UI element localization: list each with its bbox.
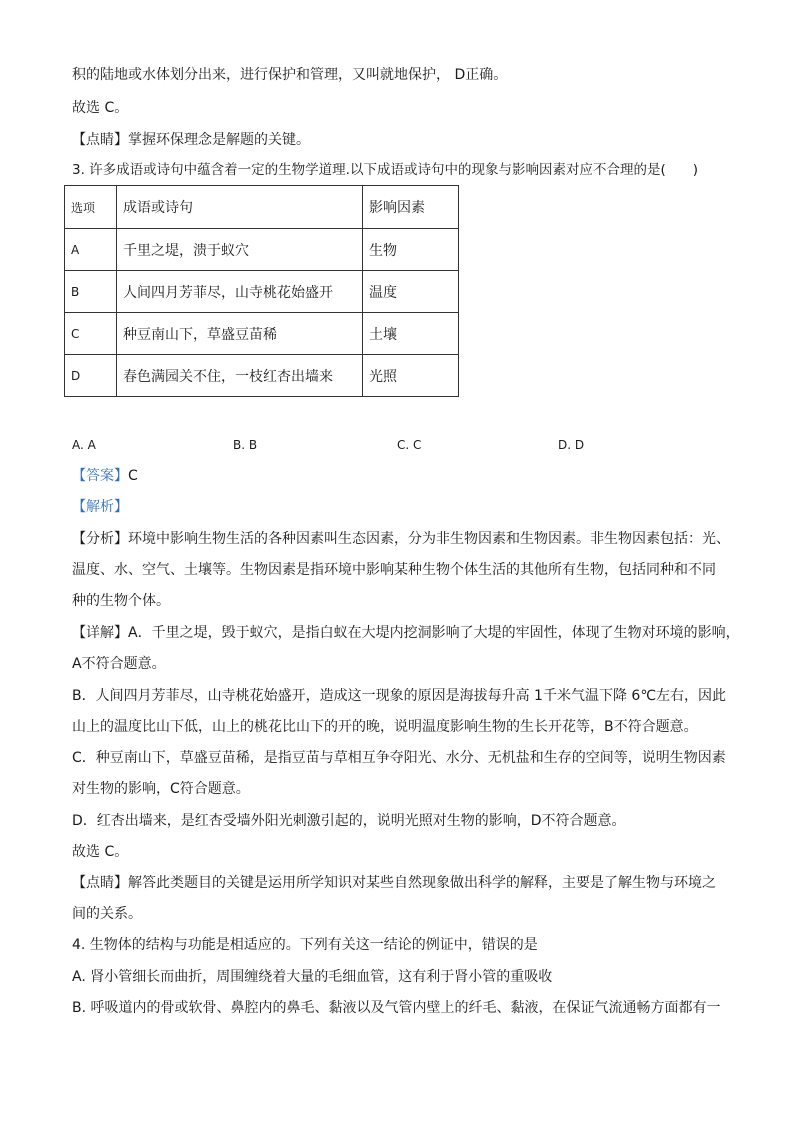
table-cell: 温度 [363,271,459,313]
table-cell: D [65,355,117,397]
table-cell: 人间四月芳菲尽，山寺桃花始盛开 [117,271,363,313]
table-header-cell: 影响因素 [363,186,459,229]
table-row [65,271,459,313]
question-4: 4. 生物体的结构与功能是相适应的。下列有关这一结论的例证中，错误的是 [72,937,538,953]
text-line: 温度、水、空气、土壤等。生物因素是指环境中影响某种生物个体生活的其他所有生物，包括同种和不同 [72,562,716,578]
text-line: A不符合题意。 [72,656,166,672]
analysis-tag: 【解析】 [72,499,128,515]
text-line: B．人间四月芳菲尽，山寺桃花始盛开，造成这一现象的原因是海拔每升高 1千米气温下降 6℃左右，因此 [72,688,727,704]
option-a: A. 肾小管细长而曲折，周围缠绕着大量的毛细血管，这有利于肾小管的重吸收 [72,969,553,985]
table-cell: 春色满园关不住，一枝红杏出墙来 [117,355,363,397]
table-cell: 生物 [363,229,459,271]
text-line: 间的关系。 [72,906,142,922]
table-row [65,313,459,355]
table-cell: B [65,271,117,313]
choice-c: C. C [397,438,422,452]
answer-value: C [128,468,138,484]
table-row [65,355,459,397]
text-line: D．红杏出墙来，是红杏受墙外阳光刺激引起的，说明光照对生物的影响，D不符合题意。 [72,813,626,829]
option-b: B. 呼吸道内的骨或软骨、鼻腔内的鼻毛、黏液以及气管内壁上的纤毛、黏液，在保证气流通畅方面都有一 [72,1000,721,1016]
text-line: 山上的温度比山下低，山上的桃花比山下的开的晚，说明温度影响生物的生长开花等，B不符合题意。 [72,719,698,735]
answer-tag: 【答案】 [72,468,128,484]
choice-b: B. B [233,438,258,452]
table-row [65,229,459,271]
choice-d: D. D [558,438,585,452]
options-table [64,185,459,397]
text-line: 故选 C。 [72,844,129,860]
table-cell: C [65,313,117,355]
question-3: 3. 许多成语或诗句中蕴含着一定的生物学道理.以下成语或诗句中的现象与影响因素对应不合理的是( ) [72,162,698,178]
text-line: 【点睛】掌握环保理念是解题的关键。 [72,132,310,148]
table-cell: 光照 [363,355,459,397]
text-line: 【详解】A．千里之堤，毁于蚁穴，是指白蚁在大堤内挖洞影响了大堤的牢固性，体现了生物对环境的影响， [72,625,740,641]
table-header-cell: 选项 [65,186,117,229]
text-line: 【分析】环境中影响生物生活的各种因素叫生态因素，分为非生物因素和生物因素。非生物因素包括：光、 [72,531,730,547]
text-line: 故选 C。 [72,100,129,116]
text-line: C．种豆南山下，草盛豆苗稀，是指豆苗与草相互争夺阳光、水分、无机盐和生存的空间等，说明生物因素 [72,750,726,766]
text-line: 种的生物个体。 [72,593,170,609]
table-header-row [65,186,459,229]
answer-line [72,466,138,486]
text-line: 【点睛】解答此类题目的关键是运用所学知识对某些自然现象做出科学的解释，主要是了解生物与环境之 [72,875,716,891]
table-header-cell: 成语或诗句 [117,186,363,229]
table-cell: 土壤 [363,313,459,355]
choice-a: A. A [72,438,96,452]
table-cell: 种豆南山下，草盛豆苗稀 [117,313,363,355]
table-cell: A [65,229,117,271]
text-line: 对生物的影响，C符合题意。 [72,781,250,797]
table-cell: 千里之堤，溃于蚁穴 [117,229,363,271]
text-line: 积的陆地或水体划分出来，进行保护和管理，又叫就地保护， D正确。 [72,67,508,83]
